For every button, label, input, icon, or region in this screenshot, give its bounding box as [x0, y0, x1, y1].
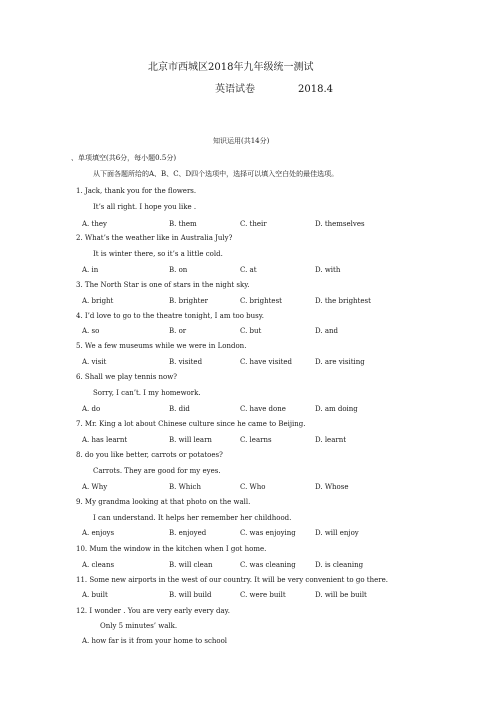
answer-option: B. on — [169, 266, 188, 274]
answer-option: C. have done — [240, 405, 286, 413]
question-response: I can understand. It helps her remember her childhood. — [93, 514, 292, 522]
question-response: Carrots. They are good for my eyes. — [93, 467, 221, 475]
answer-option: A. do — [82, 405, 101, 413]
answer-option: D. and — [315, 327, 338, 335]
question-stem: 8. do you like better, carrots or potatoes? — [76, 451, 223, 459]
exam-title: 北京市西城区2018年九年级统一测试 — [148, 62, 314, 73]
question-stem: 7. Mr. King a lot about Chinese culture since he came to Beijing. — [76, 420, 306, 428]
answer-option: B. did — [169, 405, 190, 413]
question-stem: 3. The North Star is one of stars in the night sky. — [76, 281, 250, 289]
answer-option: B. or — [169, 327, 187, 335]
answer-option: D. the brightest — [315, 297, 371, 305]
question-stem: 11. Some new airports in the west of our country. It will be very convenient to go there. — [76, 576, 388, 584]
question-response: Sorry, I can’t. I my homework. — [93, 389, 201, 397]
answer-option: D. will be built — [315, 591, 367, 599]
answer-option: B. will clean — [169, 561, 213, 569]
answer-option: A. visit — [82, 358, 107, 366]
answer-option: C. but — [240, 327, 262, 335]
answer-option: D. is cleaning — [315, 561, 364, 569]
answer-option: C. brightest — [240, 297, 282, 305]
answer-option: B. enjoyed — [169, 529, 207, 537]
answer-option: A. has learnt — [82, 436, 128, 444]
question-stem: 2. What’s the weather like in Australia July? — [76, 234, 233, 242]
question-response: It is winter there, so it’s a little cold. — [93, 250, 223, 258]
answer-option: D. learnt — [315, 436, 347, 444]
question-response: It’s all right. I hope you like . — [93, 203, 197, 211]
answer-option: D. am doing — [315, 405, 358, 413]
answer-option: C. was enjoying — [240, 529, 296, 537]
answer-option: A. in — [82, 266, 99, 274]
answer-option: B. visited — [169, 358, 203, 366]
answer-option: D. are visiting — [315, 358, 365, 366]
question-stem: 5. We a few museums while we were in London. — [76, 342, 247, 350]
answer-option: B. will learn — [169, 436, 212, 444]
answer-option: D. with — [315, 266, 341, 274]
exam-subject: 英语试卷 — [215, 84, 255, 95]
answer-option: D. themselves — [315, 220, 365, 228]
answer-option: C. have visited — [240, 358, 293, 366]
question-stem: 4. I’d love to go to the theatre tonight, I am too busy. — [76, 312, 265, 320]
question-response: Only 5 minutes’ walk. — [100, 622, 178, 630]
answer-option: B. them — [169, 220, 197, 228]
question-stem: 1. Jack, thank you for the flowers. — [76, 187, 197, 195]
question-stem: 12. I wonder . You are very early every day. — [76, 607, 230, 615]
answer-option: A. so — [82, 327, 100, 335]
answer-option: A. built — [82, 591, 108, 599]
answer-option: B. will build — [169, 591, 212, 599]
answer-option: C. was cleaning — [240, 561, 296, 569]
answer-option: A. they — [82, 220, 107, 228]
exam-date: 2018.4 — [298, 84, 333, 95]
question-stem: 6. Shall we play tennis now? — [76, 373, 178, 381]
answer-option: B. brighter — [169, 297, 208, 305]
section-part: 、单项填空(共6分，每小题0.5分) — [71, 154, 177, 162]
answer-option: C. learns — [240, 436, 272, 444]
answer-option: C. Who — [240, 483, 266, 491]
answer-option: A. Why — [82, 483, 108, 491]
section-title: 知识运用(共14分) — [213, 137, 270, 145]
answer-option: A. how far is it from your home to school — [82, 637, 228, 645]
answer-option: A. enjoys — [82, 529, 115, 537]
answer-option: B. Which — [169, 483, 201, 491]
answer-option: C. were built — [240, 591, 286, 599]
answer-option: D. will enjoy — [315, 529, 359, 537]
question-stem: 9. My grandma looking at that photo on the wall. — [76, 498, 251, 506]
question-stem: 10. Mum the window in the kitchen when I got home. — [76, 545, 267, 553]
answer-option: A. bright — [82, 297, 114, 305]
answer-option: D. Whose — [315, 483, 349, 491]
section-instruction: 从下面各题所给的A、B、C、D四个选项中，选择可以填入空白处的最佳选项。 — [93, 170, 339, 178]
answer-option: A. cleans — [82, 561, 115, 569]
answer-option: C. at — [240, 266, 257, 274]
answer-option: C. their — [240, 220, 267, 228]
